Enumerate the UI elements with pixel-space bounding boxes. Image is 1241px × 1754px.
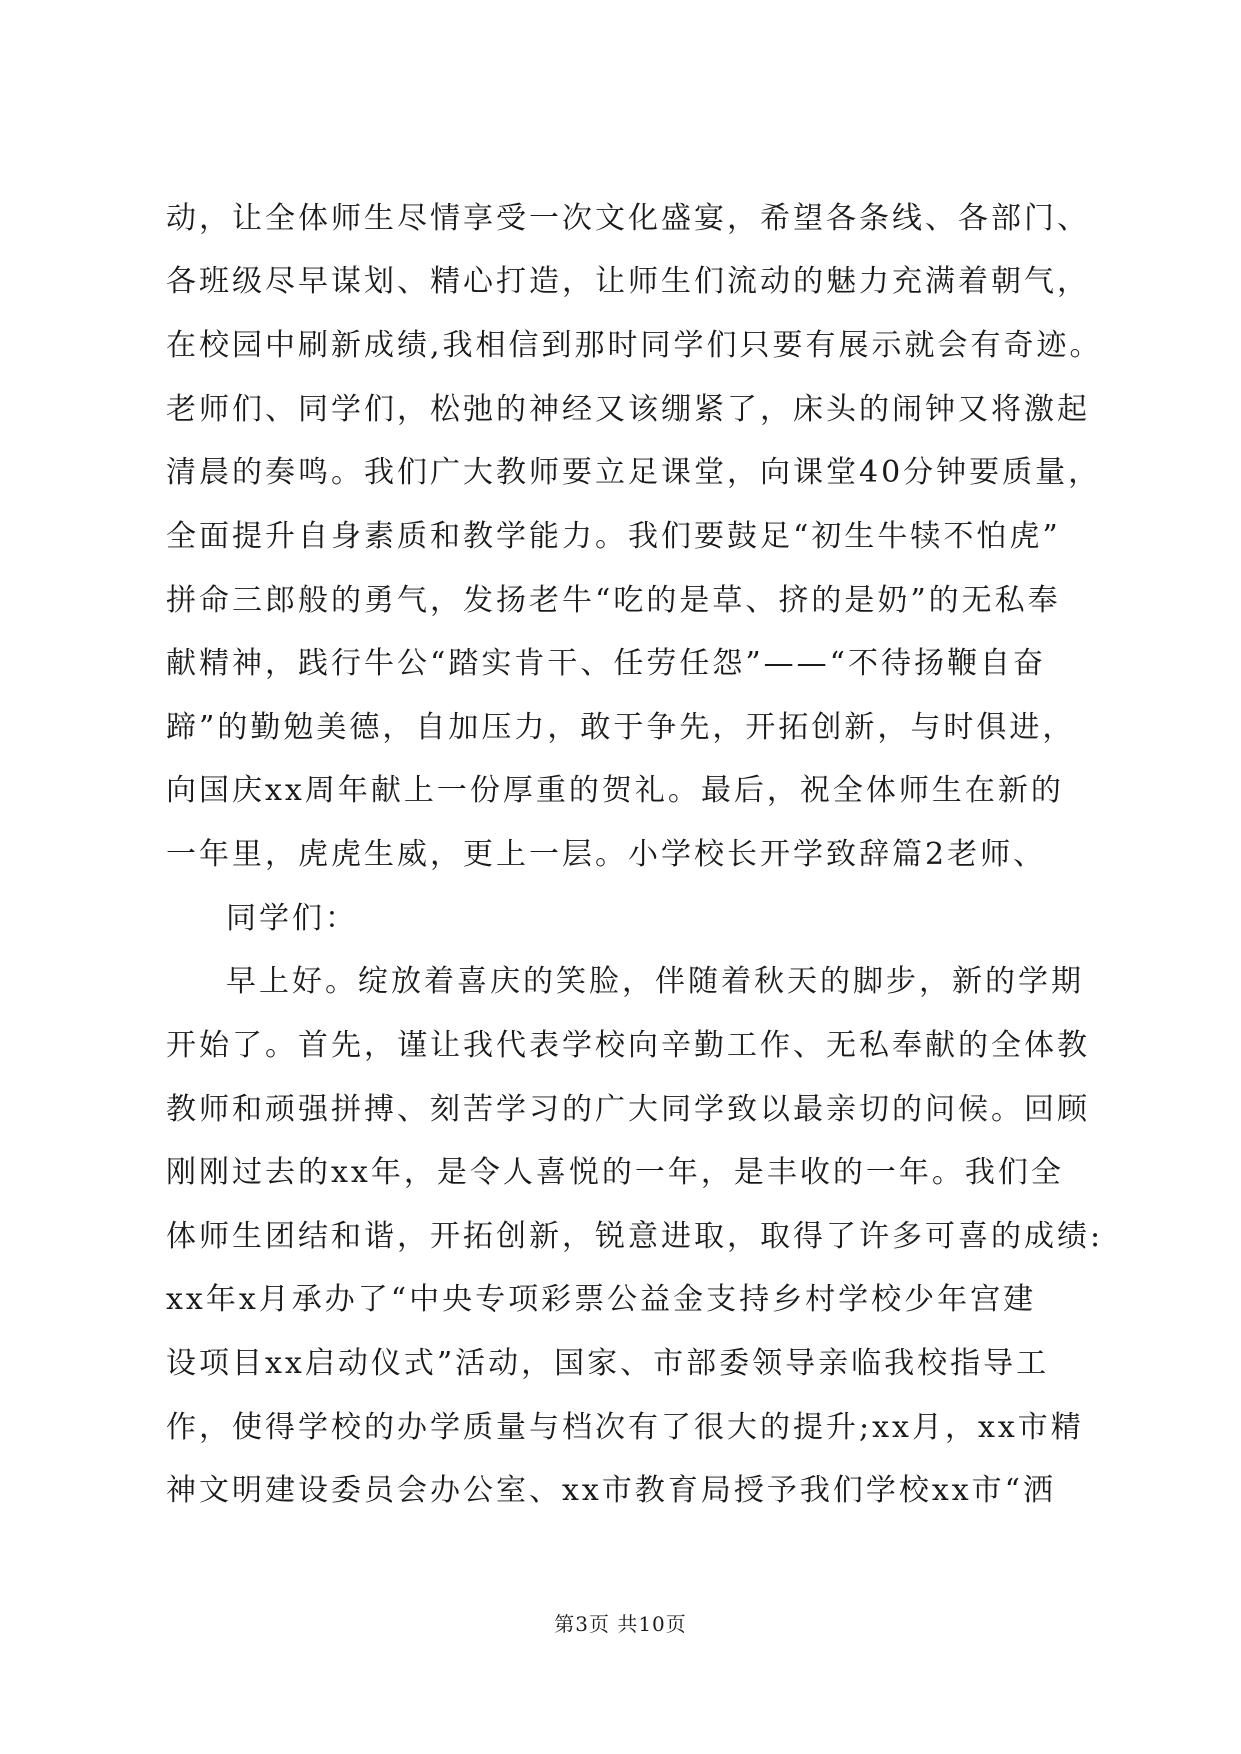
body-text-line: 作，使得学校的办学质量与档次有了很大的提升;xx月，xx市精 <box>166 1410 1084 1445</box>
body-text-line: xx年x月承办了“中央专项彩票公益金支持乡村学校少年宫建 <box>166 1282 1037 1317</box>
body-text-line: 拼命三郎般的勇气，发扬老牛“吃的是草、挤的是奶”的无私奉 <box>166 583 1061 618</box>
body-text-line: 全面提升自身素质和教学能力。我们要鼓足“初生牛犊不怕虎” <box>166 519 1061 554</box>
body-text-line: 开始了。首先，谨让我代表学校向辛勤工作、无私奉献的全体教 <box>166 1028 1090 1063</box>
body-text-line: 各班级尽早谋划、精心打造，让师生们流动的魅力充满着朝气， <box>166 264 1090 299</box>
body-text-line: 清晨的奏鸣。我们广大教师要立足课堂，向课堂40分钟要质量， <box>166 455 1102 490</box>
body-text-line: 动，让全体师生尽情享受一次文化盛宴，希望各条线、各部门、 <box>166 201 1090 236</box>
body-text-line: 体师生团结和谐，开拓创新，锐意进取，取得了许多可喜的成绩: <box>166 1219 1104 1254</box>
body-text-line: 老师们、同学们，松弛的神经又该绷紧了，床头的闹钟又将激起 <box>166 392 1090 427</box>
body-text-line: 在校园中刷新成绩,我相信到那时同学们只要有展示就会有奇迹。 <box>166 328 1103 363</box>
paragraph-first-line: 早上好。绽放着喜庆的笑脸，伴随着秋天的脚步，新的学期 <box>226 964 1084 999</box>
salutation-line: 同学们： <box>226 901 358 936</box>
body-text-line: 一年里，虎虎生威，更上一层。小学校长开学致辞篇2老师、 <box>166 837 1047 872</box>
body-text-line: 献精神，践行牛公“踏实肯干、任劳任怨”——“不待扬鞭自奋 <box>166 646 1047 681</box>
body-text-line: 设项目xx启动仪式”活动，国家、市部委领导亲临我校指导工 <box>166 1346 1050 1381</box>
body-text-line: 教师和顽强拼搏、刻苦学习的广大同学致以最亲切的问候。回顾 <box>166 1092 1090 1127</box>
body-text-line: 向国庆xx周年献上一份厚重的贺礼。最后，祝全体师生在新的 <box>166 773 1064 808</box>
page-number-footer: 第3页 共10页 <box>554 1612 687 1636</box>
body-text-line: 蹄”的勤勉美德，自加压力，敢于争先，开拓创新，与时俱进， <box>166 710 1076 745</box>
body-text-line: 刚刚过去的xx年，是令人喜悦的一年，是丰收的一年。我们全 <box>166 1155 1064 1190</box>
body-text-line: 神文明建设委员会办公室、xx市教育局授予我们学校xx市“洒 <box>166 1473 1057 1508</box>
